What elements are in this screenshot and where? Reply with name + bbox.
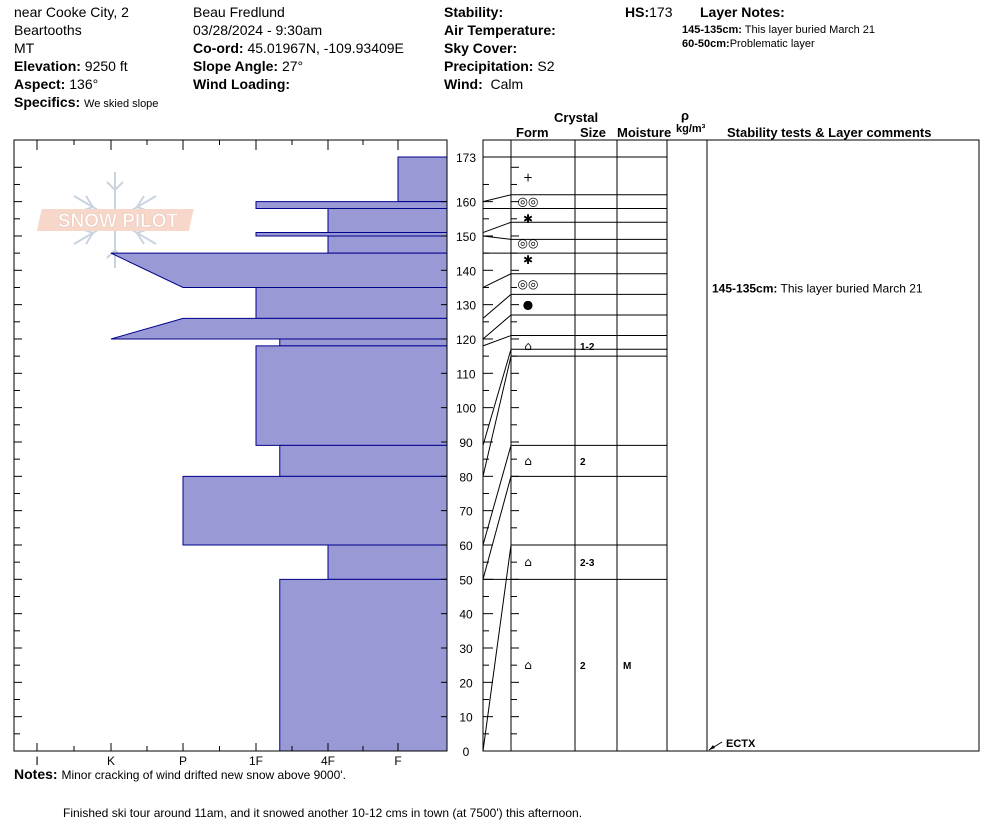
- logo-text: SNOW PILOT: [57, 211, 179, 232]
- layer-note-1-range: 145-135cm:: [682, 24, 742, 36]
- layer-connector-7: [483, 294, 511, 318]
- grain-size-7: 1-2: [580, 341, 595, 353]
- grain-size-8: 2: [580, 456, 586, 468]
- layer-connector-6: [483, 274, 511, 288]
- hardness-bar-9: [256, 346, 447, 446]
- hardness-bar-5: [111, 253, 447, 287]
- hardness-bar-4: [328, 236, 447, 253]
- x-tick-label-F: F: [394, 754, 402, 768]
- layer-comment-range-0: 145-135cm:: [712, 281, 778, 296]
- y-tick-label-60: 60: [459, 538, 473, 553]
- y-tick-label-120: 120: [455, 332, 477, 347]
- slope-label: Slope Angle:: [193, 58, 279, 74]
- grain-form-2: ✱: [522, 211, 534, 226]
- specifics-value: We skied slope: [84, 98, 159, 110]
- y-tick-label-100: 100: [455, 401, 477, 416]
- crystal-header: Crystal: [554, 110, 599, 125]
- sky-label: Sky Cover:: [444, 40, 518, 56]
- air-temp-label: Air Temperature:: [444, 22, 556, 38]
- notes-line1: Minor cracking of wind drifted new snow above 9000'.: [61, 768, 346, 782]
- elevation-value: 9250 ft: [84, 58, 128, 74]
- layer-connector-10: [483, 349, 511, 445]
- layer-connector-4: [483, 236, 511, 239]
- slope-value: 27°: [281, 58, 304, 74]
- test-label-0: ECTX: [726, 738, 756, 750]
- grain-form-7: ⌂: [524, 338, 532, 353]
- hardness-bar-2: [328, 209, 447, 233]
- y-tick-label-40: 40: [459, 607, 473, 622]
- coord-label: Co-ord:: [193, 40, 244, 56]
- test-arrow-icon-0: [709, 745, 715, 750]
- stability-comments-header: Stability tests & Layer comments: [727, 125, 932, 140]
- layer-connector-8: [483, 315, 511, 339]
- wind-value: Calm: [490, 76, 524, 92]
- x-tick-label-1F: 1F: [248, 754, 264, 768]
- layer-connector-9: [483, 336, 511, 346]
- density-header: kg/m³: [676, 123, 706, 135]
- notes-label: Notes:: [14, 766, 58, 782]
- hardness-bar-7: [111, 318, 447, 339]
- grain-form-0: +: [522, 170, 534, 185]
- y-tick-label-173: 173: [455, 151, 477, 165]
- datetime-text: 03/28/2024 - 9:30am: [193, 22, 323, 38]
- grain-form-4: ✱: [522, 253, 534, 268]
- state-text: MT: [14, 40, 35, 56]
- specifics-label: Specifics:: [14, 94, 81, 110]
- x-tick-label-P: P: [178, 754, 188, 768]
- grain-form-10: ⌂: [524, 658, 532, 673]
- layer-comment-text-0: This layer buried March 21: [777, 281, 923, 296]
- grain-moisture-10: M: [623, 661, 632, 673]
- precip-value: S2: [537, 58, 555, 74]
- y-tick-label-30: 30: [459, 641, 473, 656]
- hardness-bar-6: [256, 287, 447, 318]
- hs-value: 173: [649, 4, 673, 20]
- layer-connector-3: [483, 222, 511, 232]
- aspect-label: Aspect:: [14, 76, 66, 92]
- layer-note-2-range: 60-50cm:: [682, 38, 730, 50]
- layer-note-2-text: Problematic layer: [729, 38, 815, 50]
- location-text: near Cooke City, 2: [14, 4, 129, 20]
- hardness-bar-1: [256, 202, 447, 209]
- y-tick-label-150: 150: [455, 229, 477, 244]
- notes-line2: Finished ski tour around 11am, and it snowed another 10-12 cms in town (at 7500') this afternoon.: [63, 806, 583, 820]
- layer-connector-11: [483, 356, 511, 476]
- y-tick-label-160: 160: [455, 195, 477, 210]
- aspect-value: 136°: [69, 76, 99, 92]
- y-tick-label-20: 20: [459, 676, 473, 691]
- y-tick-label-140: 140: [455, 264, 477, 279]
- elevation-label: Elevation:: [14, 58, 81, 74]
- wind-label: Wind:: [444, 76, 483, 92]
- y-tick-label-80: 80: [459, 470, 473, 485]
- y-tick-label-70: 70: [459, 504, 473, 519]
- size-header: Size: [580, 125, 607, 140]
- grain-size-10: 2: [580, 661, 586, 673]
- y-tick-label-50: 50: [459, 573, 473, 588]
- precip-label: Precipitation:: [444, 58, 534, 74]
- wind-loading-label: Wind Loading:: [193, 76, 291, 92]
- y-tick-label-130: 130: [455, 298, 477, 313]
- layer-notes-heading: Layer Notes:: [700, 4, 785, 20]
- x-tick-label-K: K: [106, 754, 116, 768]
- grain-form-9: ⌂: [524, 555, 532, 570]
- hardness-bar-0: [398, 157, 447, 202]
- y-tick-label-90: 90: [459, 435, 473, 450]
- hardness-bar-12: [328, 545, 447, 579]
- hardness-bar-8: [280, 339, 447, 346]
- notes-row: [14, 766, 346, 782]
- observer-text: Beau Fredlund: [193, 4, 285, 20]
- x-tick-label-4F: 4F: [320, 754, 336, 768]
- grain-form-1: ◎◎: [517, 194, 539, 209]
- grain-form-3: ◎◎: [517, 235, 539, 250]
- moisture-header: Moisture: [617, 125, 672, 140]
- hardness-bar-3: [256, 233, 447, 236]
- range-text: Beartooths: [14, 22, 82, 38]
- y-tick-label-110: 110: [456, 367, 476, 382]
- layer-comment-0: [712, 281, 923, 295]
- coord-value: 45.01967N, -109.93409E: [247, 40, 404, 56]
- grain-form-5: ◎◎: [517, 277, 539, 292]
- layer-connector-1: [483, 195, 511, 202]
- hardness-bar-13: [280, 579, 447, 751]
- y-tick-label-10: 10: [459, 710, 473, 725]
- form-header: Form: [516, 125, 549, 140]
- stability-label: Stability:: [444, 4, 504, 20]
- rho-header: ρ: [681, 108, 690, 123]
- layer-note-1-text: This layer buried March 21: [744, 24, 876, 36]
- grain-size-9: 2-3: [580, 558, 595, 570]
- grain-form-6: ●: [522, 297, 534, 312]
- grain-form-8: ⌂: [524, 453, 532, 468]
- x-tick-label-I: I: [35, 754, 39, 768]
- hardness-bar-11: [183, 476, 447, 545]
- hardness-bar-10: [280, 445, 447, 476]
- hs-label: HS:: [625, 4, 650, 20]
- y-tick-label-0: 0: [462, 745, 470, 759]
